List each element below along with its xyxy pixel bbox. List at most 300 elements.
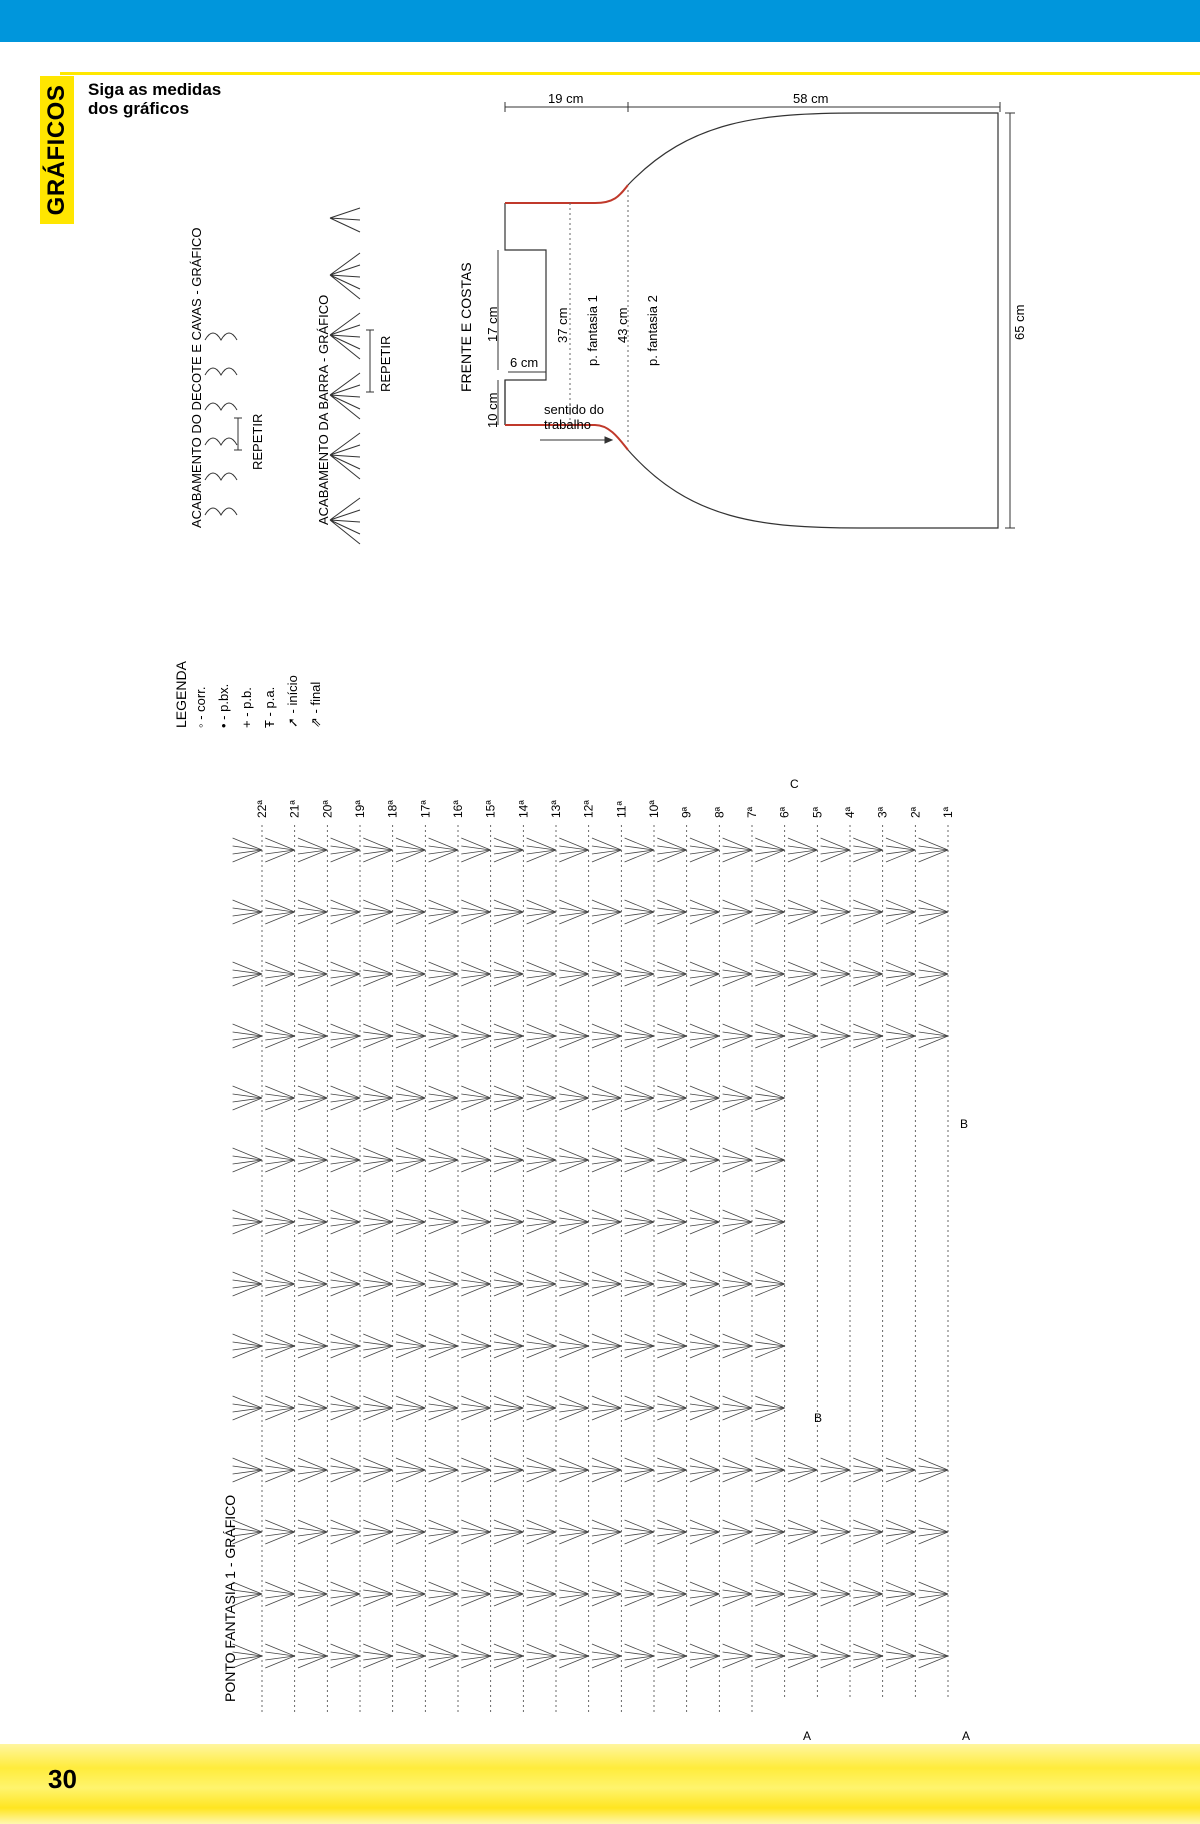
chart-fan [886,1520,915,1544]
chart-fan [559,1334,588,1358]
chart-fan [265,1644,294,1668]
section-title: GRÁFICOS [43,84,70,216]
chart-fan [853,1458,882,1482]
chart-fan [298,1086,327,1110]
chart-fan [331,1396,360,1420]
chart-fan [788,838,817,862]
chart-fan [886,962,915,986]
chart-fan [233,1582,262,1606]
chart-fan [657,1148,686,1172]
chart-fan [592,1396,621,1420]
chart-fan [363,1210,392,1234]
chart-fan [755,1334,784,1358]
chart-fan [821,962,850,986]
chart-fan [919,1520,948,1544]
chart-fan [723,838,752,862]
chart-row-label: 12ª [581,800,596,818]
chart-fan [755,1582,784,1606]
chart-title: PONTO FANTASIA 1 - GRÁFICO [222,1494,238,1702]
chart-fan [821,838,850,862]
chart-fan [919,1644,948,1668]
chart-fan [331,1582,360,1606]
chart-fan [886,1024,915,1048]
chart-fan [363,1148,392,1172]
chart-fan [461,1396,490,1420]
chart-fan [429,1520,458,1544]
chart-fan [265,962,294,986]
chart-fan [331,1644,360,1668]
chart-fan [755,1210,784,1234]
chart-fan [723,1148,752,1172]
chart-fan [625,838,654,862]
chart-row-label: 6ª [777,806,792,818]
chart-fan [429,1582,458,1606]
chart-fan [429,962,458,986]
chart-fan [298,1272,327,1296]
chart-row-label: 2ª [908,806,923,818]
chart-fan [461,1210,490,1234]
chart-fan [265,1024,294,1048]
slip-stitch-icon: • [216,719,231,728]
chart-fan [494,1148,523,1172]
chart-fan [690,1458,719,1482]
chart-row-label: 10ª [647,800,661,818]
chart-fan [592,1086,621,1110]
chart-fan [657,1210,686,1234]
chart-fan [527,962,556,986]
chart-fan [657,1458,686,1482]
chart-row-label: 7ª [745,806,759,818]
chart-fan [527,1334,556,1358]
chart-row-label: 22ª [255,800,269,818]
neckline-repeat-label: REPETIR [250,413,265,470]
chart-fan [723,1086,752,1110]
chart-fan [690,1334,719,1358]
legend-item-label: - final [308,681,323,714]
chart-fan [919,1458,948,1482]
chart-fan [755,900,784,924]
chart-fan [657,1582,686,1606]
schematic-title: FRENTE E COSTAS [458,262,474,392]
chart-fan [821,1024,850,1048]
chart-fan [396,1582,425,1606]
legend-item-label: - p.bx. [216,683,231,720]
chart-fan [527,838,556,862]
chart-fan [755,1644,784,1668]
chart-fan [625,1272,654,1296]
chart-fan [233,1396,262,1420]
chart-fan [657,1396,686,1420]
chart-fan [396,1024,425,1048]
chart-row-label: 17ª [418,800,433,818]
chart-fan [363,1334,392,1358]
chart-fan [396,1644,425,1668]
chart-fan [690,1210,719,1234]
chart-fan [494,1024,523,1048]
chart-fan [755,1148,784,1172]
chart-fan [265,1334,294,1358]
chart-fan [363,962,392,986]
chart-fan [657,1334,686,1358]
chart-fan [461,900,490,924]
chart-fan [625,1334,654,1358]
chart-fan [331,1148,360,1172]
chart-fan [723,900,752,924]
chart-fan [265,1148,294,1172]
chart-fan [788,1520,817,1544]
chart-fan [592,962,621,986]
chart-fan [363,1086,392,1110]
chart-fan [592,1334,621,1358]
chart-fan [494,1086,523,1110]
chart-fan [461,1582,490,1606]
chart-fan [429,900,458,924]
chart-fan [233,1644,262,1668]
chart-fan [723,1210,752,1234]
chart-row-label: 4ª [843,806,857,818]
chart-fan [690,1272,719,1296]
direction-line-2: trabalho [544,417,591,432]
chart-fan [461,1334,490,1358]
chart-fan [723,1458,752,1482]
chart-fan [494,838,523,862]
chart-fan [919,900,948,924]
chart-fan [396,1148,425,1172]
end-arrow-icon: ⇗ [308,713,323,728]
chart-fan [233,1334,262,1358]
chart-fan [592,1582,621,1606]
chart-fan [461,1148,490,1172]
chart-fan [592,1520,621,1544]
chart-row-label: 15ª [483,800,498,818]
chart-row-label: 8ª [712,806,727,818]
chart-fan [886,1644,915,1668]
chart-fan [461,962,490,986]
chart-fan [755,1396,784,1420]
chart-fan [559,1396,588,1420]
double-crochet-icon: Ŧ [262,716,277,728]
chart-row-label: 19ª [353,800,367,818]
chart-fan [690,1582,719,1606]
dim-37cm: 37 cm [555,307,570,343]
chart-fan [723,1024,752,1048]
chart-fan [527,1148,556,1172]
chart-fan [494,900,523,924]
chart-row-label: 14ª [516,800,531,818]
legend-item-label: - p.b. [239,687,254,717]
chart-fan [559,962,588,986]
chart-fan [755,1086,784,1110]
chart-fan [755,1024,784,1048]
chart-fan [527,1210,556,1234]
chart-fan [494,1458,523,1482]
chart-fan [527,900,556,924]
chart-fan [788,962,817,986]
chart-fan [429,1272,458,1296]
chart-fan [723,1520,752,1544]
chart-fan [559,1458,588,1482]
chart-fan [298,1210,327,1234]
subtitle-line-1: Siga as medidas [88,80,222,99]
chart-fan [625,1644,654,1668]
chart-fan [690,1644,719,1668]
chart-fan [788,1458,817,1482]
pattern1-label: p. fantasia 1 [585,295,600,366]
chart-fan [723,1644,752,1668]
chart-fan [625,1148,654,1172]
chart-fan [527,1024,556,1048]
chart-fan [494,962,523,986]
chart-fan [265,1086,294,1110]
chart-fan [625,900,654,924]
chart-fan [755,1272,784,1296]
dim-6cm: 6 cm [510,355,539,370]
chart-fan [265,1520,294,1544]
chart-fan [527,1272,556,1296]
chart-fan [363,838,392,862]
chart-fan [265,838,294,862]
chart-fan [298,838,327,862]
chart-fan [494,1396,523,1420]
chart-fan [592,1024,621,1048]
chart-fan [396,1272,425,1296]
chart-row-label: 3ª [875,806,890,818]
chart-row-label: 16ª [451,800,465,818]
chart-fan [527,1644,556,1668]
chart-fan [233,962,262,986]
chart-fan [755,962,784,986]
chart-fan [461,838,490,862]
chart-fan [494,1334,523,1358]
border-repeat-label: REPETIR [378,335,393,392]
chart-fan [298,1458,327,1482]
chart-fan [690,900,719,924]
chart-fan [723,1272,752,1296]
chart-fan [527,1582,556,1606]
chart-fan [919,1582,948,1606]
chart-fan [919,1024,948,1048]
chart-fan [625,962,654,986]
marker-a-label: A [803,1729,812,1743]
chart-fan [233,900,262,924]
chart-fan [331,1024,360,1048]
chart-fan [821,900,850,924]
chart-fan [886,838,915,862]
page-number: 30 [48,1764,77,1794]
chart-fan [233,1458,262,1482]
chart-fan [331,1086,360,1110]
chart-fan [396,1210,425,1234]
chart-fan [461,1520,490,1544]
chart-fan [657,962,686,986]
chart-fan [853,962,882,986]
chart-fan [559,1582,588,1606]
dim-65cm: 65 cm [1012,304,1027,340]
chart-fan [494,1210,523,1234]
chart-fan [461,1086,490,1110]
chart-fan [559,1148,588,1172]
chart-fan [690,1520,719,1544]
chart-fan [690,962,719,986]
chart-fan [265,1272,294,1296]
chart-fan [755,1458,784,1482]
chart-fan [298,1520,327,1544]
chart-row-label: 18ª [385,800,400,818]
chart-fan [559,1272,588,1296]
chart-fan [265,1210,294,1234]
legend-item-label: - corr. [193,686,208,720]
chart-fan [331,838,360,862]
chart-fan [233,1520,262,1544]
chart-fan [527,1520,556,1544]
chart-fan [723,1334,752,1358]
chart-row-label: 5ª [810,806,825,818]
chart-fan [723,1396,752,1420]
chart-fan [233,838,262,862]
chart-fan [233,1148,262,1172]
chart-stitch-pattern [233,825,948,1712]
chart-fan [559,1086,588,1110]
chart-fan [233,1272,262,1296]
subtitle-line-2: dos gráficos [88,99,190,118]
chart-fan [853,1582,882,1606]
chart-fan [298,900,327,924]
chart-fan [853,1520,882,1544]
chart-fan [396,962,425,986]
chart-fan [788,1644,817,1668]
chart-fan [429,1024,458,1048]
chart-fan [527,1396,556,1420]
chart-fan [821,1582,850,1606]
chart-fan [396,1334,425,1358]
chart-fan [592,900,621,924]
chart-fan [919,838,948,862]
chart-fan [788,1024,817,1048]
chart-fan [690,1086,719,1110]
dim-10cm: 10 cm [485,392,500,428]
legend-item-label: - início [285,675,300,714]
chart-fan [363,1644,392,1668]
chart-fan [657,1272,686,1296]
chart-fan [265,900,294,924]
chart-fan [559,1520,588,1544]
chart-fan [265,1582,294,1606]
chart-fan [298,962,327,986]
marker-c-label: C [790,777,799,791]
chart-fan [233,1086,262,1110]
chart-fan [821,1458,850,1482]
chart-fan [331,1520,360,1544]
chart-fan [429,1086,458,1110]
chart-fan [559,1644,588,1668]
single-crochet-icon: + [239,716,254,728]
chart-fan [625,1458,654,1482]
chart-fan [461,1458,490,1482]
chart-fan [494,1272,523,1296]
chart-fan [363,1458,392,1482]
direction-line-1: sentido do [544,402,604,417]
chart-fan [592,1148,621,1172]
chart-fan [592,1458,621,1482]
chart-fan [559,1024,588,1048]
chart-fan [527,1086,556,1110]
chart-fan [592,1644,621,1668]
chart-fan [559,1210,588,1234]
chart-fan [690,838,719,862]
start-arrow-icon: ➚ [285,713,300,728]
dim-19cm: 19 cm [548,91,584,106]
chart-fan [723,962,752,986]
chart-fan [788,1582,817,1606]
marker-b-label: B [814,1411,823,1425]
chart-fan [559,900,588,924]
chart-fan [298,1024,327,1048]
legend-item-label: - p.a. [262,686,277,717]
chart-fan [396,1396,425,1420]
legend-title: LEGENDA [173,661,189,728]
chart-fan [527,1458,556,1482]
chart-fan [298,1334,327,1358]
chart-fan [363,1520,392,1544]
chart-fan [690,1148,719,1172]
chart-fan [363,1582,392,1606]
chart-fan [592,838,621,862]
chart-fan [461,1272,490,1296]
chart-fan [821,1644,850,1668]
chart-fan [429,1644,458,1668]
chart-fan [396,838,425,862]
chart-row-label: 11ª [614,801,629,818]
chart-fan [331,1210,360,1234]
dim-17cm: 17 cm [485,306,500,342]
chart-fan [298,1396,327,1420]
chart-fan [853,1024,882,1048]
pattern2-label: p. fantasia 2 [645,295,660,366]
chart-fan [723,1582,752,1606]
chart-fan [396,1458,425,1482]
chart-fan [788,900,817,924]
chart-fan [853,838,882,862]
chart-fan [396,900,425,924]
chart-fan [821,1520,850,1544]
chart-fan [429,1210,458,1234]
chart-fan [625,1396,654,1420]
chart-fan [429,838,458,862]
chart-fan [625,1024,654,1048]
neckline-finishing-title: ACABAMENTO DO DECOTE E CAVAS - GRÁFICO [189,227,204,528]
chart-fan [853,1644,882,1668]
chart-fan [657,1520,686,1544]
chart-row-label: 21ª [287,800,302,818]
chart-fan [331,962,360,986]
chart-fan [690,1024,719,1048]
chart-fan [429,1148,458,1172]
chart-fan [363,1396,392,1420]
chart-fan [298,1644,327,1668]
chart-row-label: 9ª [679,806,694,818]
chart-row-label: 1ª [941,806,955,818]
chart-fan [592,1272,621,1296]
chart-fan [592,1210,621,1234]
chart-fan [494,1582,523,1606]
chart-fan [494,1644,523,1668]
chart-fan [886,1458,915,1482]
chart-fan [461,1024,490,1048]
chart-fan [657,1024,686,1048]
chart-fan [657,900,686,924]
footer-band [0,1744,1200,1824]
chart-fan [853,900,882,924]
